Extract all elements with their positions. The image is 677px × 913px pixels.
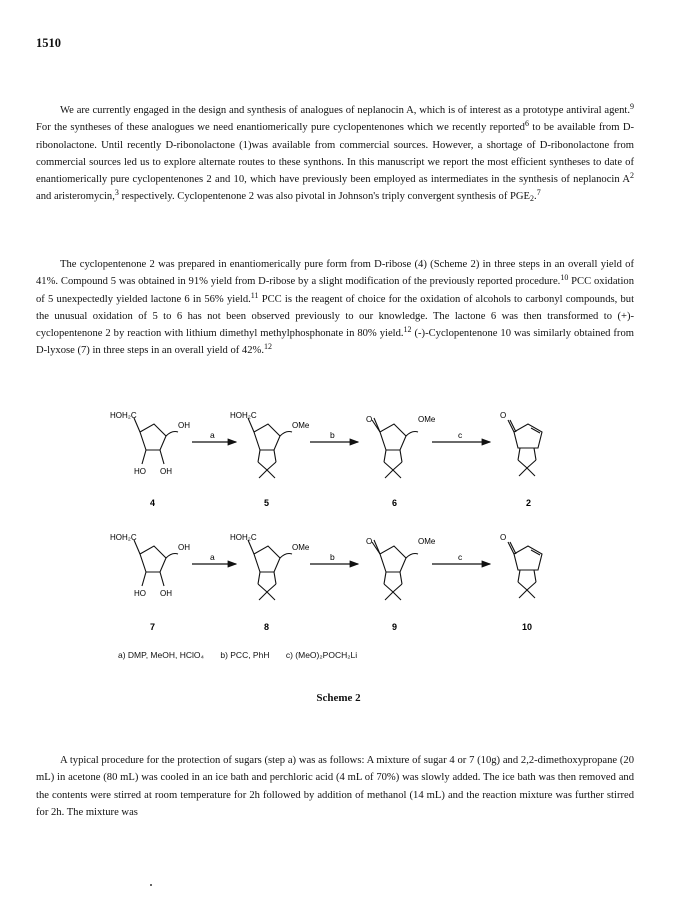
structure-compound-8 xyxy=(248,540,292,600)
group-label-hoh2c: HOH₂C xyxy=(110,533,137,542)
group-label-oh: OH xyxy=(160,589,172,598)
compound-number-2: 2 xyxy=(526,498,532,508)
text-run: and aristeromycin, xyxy=(36,191,115,203)
scheme-caption: Scheme 2 xyxy=(316,692,361,704)
arrow-label-a: a xyxy=(210,430,215,440)
arrow-label-b: b xyxy=(330,552,335,562)
reference-mark: 11 xyxy=(250,290,259,300)
reference-mark: 12 xyxy=(264,342,272,352)
compound-number-9: 9 xyxy=(392,622,398,632)
paragraph-synthesis xyxy=(36,256,634,360)
structure-compound-10 xyxy=(508,542,542,598)
scheme-2-figure xyxy=(0,392,677,722)
compound-number-7: 7 xyxy=(150,622,156,632)
group-label-ome: OMe xyxy=(292,543,310,552)
page-number: 1510 xyxy=(36,36,61,50)
group-label-o: O xyxy=(500,533,507,542)
text-run: respectively. Cyclopentenone 2 was also pivotal in Johnson's triply convergent synthesis of PGE xyxy=(118,191,531,203)
group-label-ome: OMe xyxy=(418,537,436,546)
speck xyxy=(150,884,152,886)
arrow-label-c: c xyxy=(458,430,463,440)
structure-compound-6 xyxy=(372,418,418,478)
condition-a: a) DMP, MeOH, HClO₄ xyxy=(118,650,204,660)
reference-mark: 2 xyxy=(630,171,634,181)
compound-number-8: 8 xyxy=(264,622,270,632)
subscript: 2 xyxy=(530,194,535,204)
reaction-conditions xyxy=(118,650,371,660)
structure-compound-7 xyxy=(134,540,178,586)
text-run: We are currently engaged in the design and synthesis of analogues of neplanocin A, which is of interest as a prototype antiviral agent. xyxy=(60,105,630,116)
group-label-hoh2c: HOH₂C xyxy=(110,411,137,420)
compound-number-5: 5 xyxy=(264,498,270,508)
arrow-label-b: b xyxy=(330,430,335,440)
compound-number-10: 10 xyxy=(522,622,533,632)
reference-mark: 12 xyxy=(403,325,412,335)
group-label-ho: HO xyxy=(134,467,146,476)
text-run: PCC oxidation of 5 unexpectedly yielded lactone 6 in 56% yield. xyxy=(36,276,634,305)
group-label-o: O xyxy=(366,415,373,424)
compound-number-4: 4 xyxy=(150,498,156,508)
structure-compound-9 xyxy=(372,540,418,600)
group-label-o: O xyxy=(366,537,373,546)
reference-mark: 10 xyxy=(560,273,569,283)
group-label-oh: OH xyxy=(160,467,172,476)
text-run: A typical procedure for the protection of sugars (step a) was as follows: A mixture of sugar 4 or 7 (10g) and 2,2-dimethoxypropane (20 mL) in acetone (80 mL) was cooled in an ice bath and perchloric acid (4 mL of 70%) was slowly added. The ice bath was then removed and the contents were stirred at room temperature for 2h followed by addition of methanol (14 mL) and the reaction mixture was further stirred for 2h. The mixture was xyxy=(36,755,634,818)
group-label-hoh2c: HOH₂C xyxy=(230,411,257,420)
text-run: (-)-Cyclopentenone 10 was similarly obtained from D-lyxose (7) in three steps in an overall yield of 42%. xyxy=(36,328,634,357)
structure-compound-5 xyxy=(248,418,292,478)
structure-compound-4 xyxy=(134,418,178,464)
compound-number-6: 6 xyxy=(392,498,398,508)
group-label-oh: OH xyxy=(178,421,190,430)
text-run: PCC is the reagent of choice for the oxidation of alcohols to carbonyl compounds, but the unusual oxidation of 5 to 6 has not been observed previously to our knowledge. The lactone 6 was then transformed to (+)-cyclopentenone 2 by reaction with lithium dimethyl methylphosphonate in 80% yield. xyxy=(36,293,635,340)
group-label-hoh2c: HOH₂C xyxy=(230,533,257,542)
reference-mark: 9 xyxy=(630,102,634,111)
structure-compound-2 xyxy=(508,420,542,476)
reaction-scheme-drawing xyxy=(0,392,677,692)
reference-mark: 3 xyxy=(114,188,119,198)
paragraph-intro xyxy=(36,102,634,206)
group-label-ho: HO xyxy=(134,589,146,598)
text-run: For the syntheses of these analogues we need enantiomerically pure cyclopentenones which we recently reported xyxy=(36,122,525,134)
text-run: The cyclopentenone 2 was prepared in enantiomerically pure form from D-ribose (4) (Scheme 2) in three steps in an overall yield of 41%. Compound 5 was obtained in 91% yield from D-ribose by a slight modification of the previously reported procedure. xyxy=(36,259,634,288)
paragraph-procedure xyxy=(36,752,634,821)
text-run: . xyxy=(534,191,537,203)
group-label-ome: OMe xyxy=(418,415,436,424)
condition-b: b) PCC, PhH xyxy=(220,650,270,660)
group-label-o: O xyxy=(500,411,507,420)
reference-mark: 6 xyxy=(524,119,529,129)
group-label-ome: OMe xyxy=(292,421,310,430)
arrow-label-c: c xyxy=(458,552,463,562)
arrow-label-a: a xyxy=(210,552,215,562)
condition-c: c) (MeO)₂POCH₂Li xyxy=(285,650,358,660)
reference-mark: 7 xyxy=(536,188,541,198)
group-label-oh: OH xyxy=(178,543,190,552)
text-run: to be available from D-ribonolactone. Until recently D-ribonolactone (1)was available from commercial sources. However, a shortage of D-ribonolactone from commercial sources led us to explore alternate routes to these synthons. In this manuscript we report the most efficient syntheses to date of enantiomerically pure cyclopentenones 2 and 10, which have previously been employed as intermediates in the synthesis of neplanocin A xyxy=(36,122,635,186)
